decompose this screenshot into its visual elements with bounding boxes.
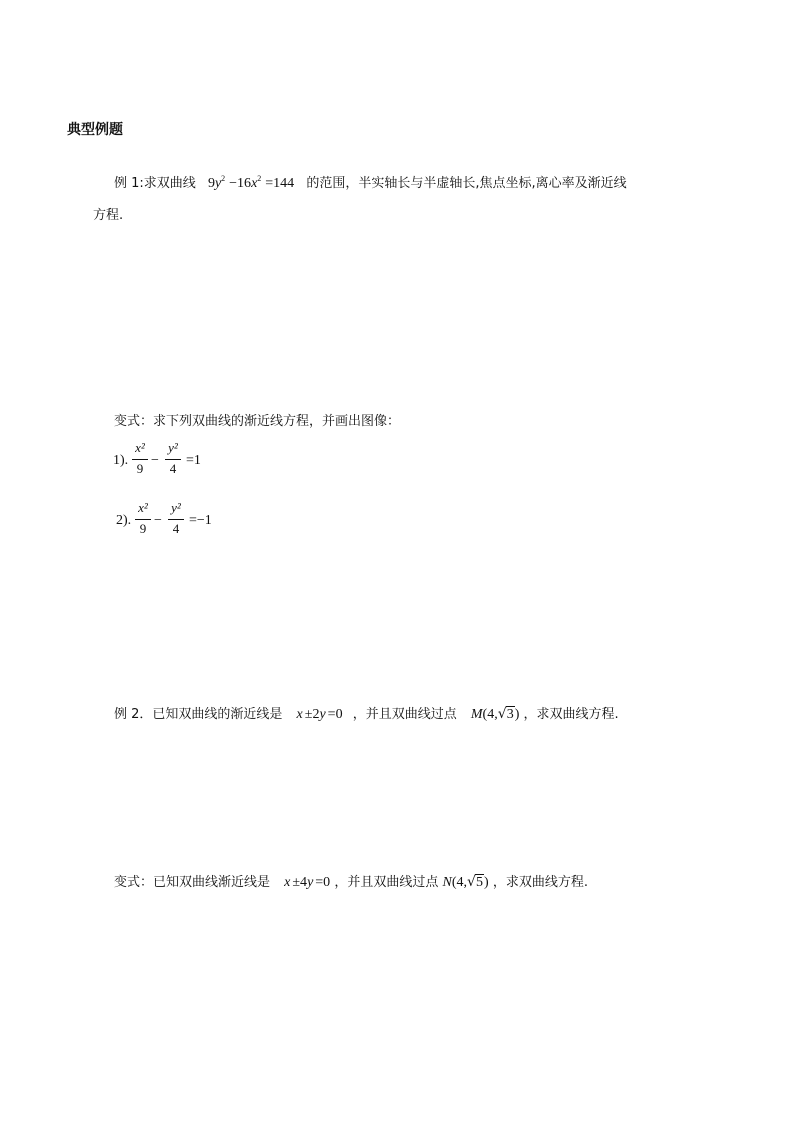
equation-rhs: =−1	[189, 513, 212, 528]
variant-2-suffix: ，求双曲线方程.	[492, 875, 588, 890]
eq-var-y: y	[214, 176, 222, 191]
fraction	[135, 500, 151, 542]
numerator: x²	[138, 500, 148, 515]
point-open: (4,	[482, 707, 498, 722]
radicand: 3	[506, 707, 514, 722]
var-x: x	[296, 707, 303, 722]
fraction-bar	[135, 519, 151, 520]
eq-rhs: =144	[265, 176, 295, 191]
coef: ±2	[304, 707, 320, 722]
eq-var-x: x	[251, 176, 258, 191]
example-2-prefix: 例 2．已知双曲线的渐近线是	[114, 707, 283, 722]
item-2-label: 2).	[116, 513, 132, 528]
asymptote-equation	[297, 707, 347, 722]
var-y: y	[307, 875, 314, 890]
radicand: 5	[476, 875, 483, 890]
radical-sign: √	[467, 874, 476, 890]
eq-exp: 2	[221, 174, 226, 183]
rhs: =0	[315, 875, 331, 890]
eq-coef: 9	[207, 176, 215, 191]
point-name: N	[442, 875, 452, 890]
coef: ±4	[292, 875, 308, 890]
item-1-label: 1).	[113, 453, 129, 468]
minus-sign: −	[154, 513, 162, 528]
radical-sign: √	[497, 706, 507, 722]
example-2-line	[114, 703, 619, 723]
fraction	[165, 440, 181, 482]
point-expression	[442, 875, 492, 890]
example-2-suffix: ，求双曲线方程.	[523, 707, 619, 722]
numerator: y²	[168, 440, 178, 455]
example-1-line-1	[114, 172, 627, 192]
fraction-bar	[165, 459, 181, 460]
fraction	[132, 440, 148, 482]
variant-2-prefix: 变式：已知双曲线渐近线是	[114, 875, 271, 890]
denominator: 9	[136, 461, 144, 476]
eq-term: −16	[229, 176, 252, 191]
variant-2-mid: ，并且双曲线过点	[334, 875, 439, 890]
numerator: x²	[135, 440, 145, 455]
asymptote-equation	[284, 875, 334, 890]
example-1-prefix: 例 1:求双曲线	[114, 176, 196, 191]
denominator: 4	[172, 521, 180, 536]
minus-sign: −	[151, 453, 159, 468]
section-heading: 典型例题	[67, 122, 123, 138]
eq-exp: 2	[257, 174, 262, 183]
rhs: =0	[327, 707, 343, 722]
var-y: y	[319, 707, 326, 722]
point-close: )	[484, 875, 489, 890]
sqrt-expression	[467, 875, 484, 891]
equation-rhs: =1	[186, 453, 201, 468]
point-name: M	[470, 707, 483, 722]
numerator: y²	[171, 500, 181, 515]
var-x: x	[284, 875, 291, 890]
fraction	[168, 500, 184, 542]
fraction-bar	[168, 519, 184, 520]
example-1-equation	[208, 176, 298, 191]
example-2-mid: ，并且双曲线过点	[352, 707, 457, 722]
point-open: (4,	[451, 875, 467, 890]
example-1-suffix: 的范围，半实轴长与半虚轴长,焦点坐标,离心率及渐近线	[306, 176, 627, 191]
variant-1-text: 变式：求下列双曲线的渐近线方程，并画出图像：	[114, 414, 401, 429]
point-close: )	[514, 707, 520, 722]
denominator: 9	[139, 521, 147, 536]
variant-2-line	[114, 871, 588, 891]
example-1-line-2: 方程.	[93, 208, 124, 223]
point-expression	[471, 707, 524, 722]
denominator: 4	[169, 461, 177, 476]
sqrt-expression	[498, 707, 515, 723]
fraction-bar	[132, 459, 148, 460]
